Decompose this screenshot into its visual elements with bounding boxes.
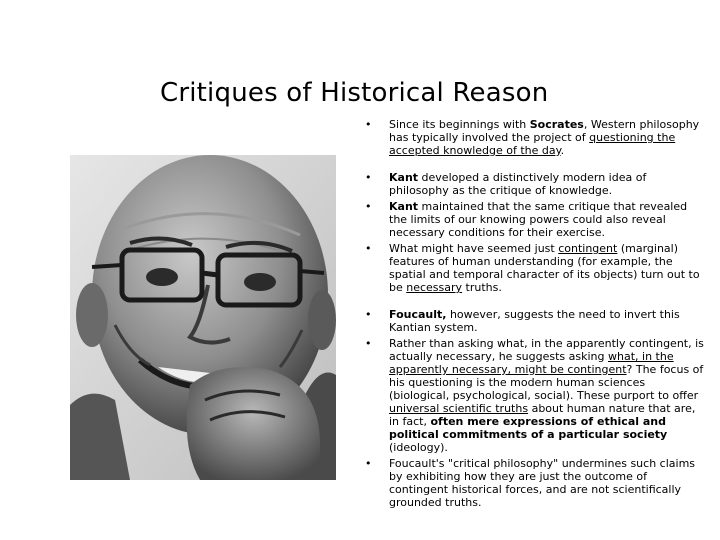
bullet-item — [362, 242, 707, 294]
bullet-text-segment: questioning the accepted knowledge of the day — [389, 131, 676, 157]
bullet-list — [362, 118, 707, 512]
bullet-text-segment: (ideology). — [389, 441, 448, 454]
bullet-marker: • — [365, 118, 372, 131]
bullet-item — [362, 200, 707, 239]
bullet-text-segment: maintained that the same critique that revealed the limits of our knowing powers could also reveal necessary conditions for their exercise. — [389, 200, 688, 239]
bullet-text-segment: developed a distinctively modern idea of philosophy as the critique of knowledge. — [389, 171, 647, 197]
bullet-text-segment: Rather than asking what, in the apparently contingent, is actually necessary, he suggests asking — [389, 337, 704, 363]
bullet-text-segment: . — [560, 144, 565, 157]
portrait-photo — [70, 155, 336, 480]
bullet-item — [362, 118, 707, 157]
portrait-illustration — [70, 155, 336, 480]
bullet-marker: • — [365, 457, 372, 470]
bullet-text-segment: what, in the apparently necessary, might be contingent — [389, 350, 674, 376]
bullet-text-segment: (marginal) features of human understanding (for example, the spatial and temporal character of its objects) turn out to be — [389, 242, 700, 294]
bullet-marker: • — [365, 308, 372, 321]
bullet-text-segment: Foucault's "critical philosophy" undermines such claims by exhibiting how they are just the outcome of contingent historical forces, and are not scientifically grounded truths. — [389, 457, 696, 509]
bullet-text-segment: truths. — [462, 281, 502, 294]
bullet-text-segment: Socrates — [529, 118, 584, 131]
bullet-item — [362, 337, 707, 454]
bullet-text-segment: , Western philosophy has typically involved the project of — [389, 118, 700, 144]
bullet-text-segment: Since its beginnings with — [389, 118, 530, 131]
bullet-item — [362, 457, 707, 509]
slide-title: Critiques of Historical Reason — [160, 78, 549, 108]
bullet-item — [362, 171, 707, 197]
bullet-item — [362, 308, 707, 334]
bullet-marker: • — [365, 200, 372, 213]
bullet-marker: • — [365, 242, 372, 255]
bullet-text-segment: often mere expressions of ethical and political commitments of a particular society — [389, 415, 668, 441]
bullet-text-segment: however, suggests the need to invert this Kantian system. — [389, 308, 680, 334]
bullet-text-segment: contingent — [558, 242, 618, 255]
bullet-text-segment: ? The focus of his questioning is the modern human sciences (biological, psychological, social). These purport to offer — [389, 363, 704, 402]
bullet-marker: • — [365, 337, 372, 350]
bullet-text-segment: universal scientific truths — [389, 402, 529, 415]
bullet-text-segment: about human nature that are, in fact, — [389, 402, 696, 428]
bullet-text-segment: Kant — [389, 200, 419, 213]
bullet-text-segment: Kant — [389, 171, 419, 184]
bullet-text-segment: necessary — [406, 281, 463, 294]
bullet-text-segment: Foucault, — [389, 308, 447, 321]
bullet-marker: • — [365, 171, 372, 184]
bullet-text-segment: What might have seemed just — [389, 242, 559, 255]
